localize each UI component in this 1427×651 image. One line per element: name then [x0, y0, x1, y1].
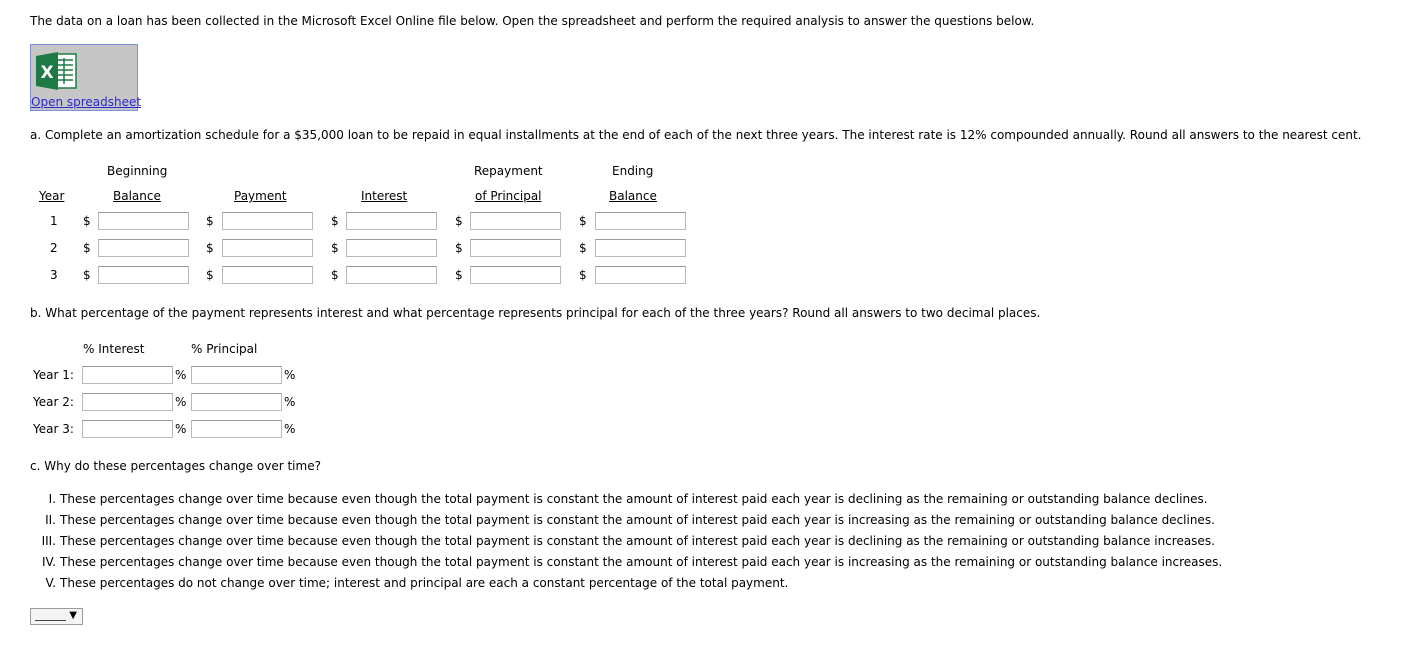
- header-payment: Payment: [234, 189, 287, 203]
- principal-pct-input[interactable]: [191, 420, 282, 438]
- year-label: Year 1:: [33, 368, 74, 382]
- option-text: These percentages change over time because even though the total payment is constant the amount of interest paid each year is increasing as the remaining or outstanding balance increases.: [60, 555, 1223, 569]
- payment-input[interactable]: [222, 239, 313, 257]
- currency-symbol: $: [579, 268, 587, 282]
- header-ending-top: Ending: [612, 164, 654, 178]
- answer-option: [30, 555, 1222, 569]
- part-a-question: a. Complete an amortization schedule for a $35,000 loan to be repaid in equal installments at the end of each of the next three years. The interest rate is 12% compounded annually. Round all answers to the nearest cent.: [30, 128, 1362, 142]
- answer-select[interactable]: [30, 608, 83, 625]
- currency-symbol: $: [455, 214, 463, 228]
- beginning-balance-input[interactable]: [98, 212, 189, 230]
- interest-input[interactable]: [346, 266, 437, 284]
- currency-symbol: $: [83, 268, 91, 282]
- dropdown-arrow-icon: ▼: [69, 610, 77, 621]
- header-beginning-top: Beginning: [107, 164, 168, 178]
- option-number: II.: [45, 513, 56, 527]
- answer-option: [30, 492, 1208, 506]
- currency-symbol: $: [206, 241, 214, 255]
- currency-symbol: $: [455, 268, 463, 282]
- principal-pct-input[interactable]: [191, 393, 282, 411]
- currency-symbol: $: [206, 214, 214, 228]
- currency-symbol: $: [331, 268, 339, 282]
- part-c-question: c. Why do these percentages change over time?: [30, 459, 321, 473]
- option-text: These percentages do not change over time; interest and principal are each a constant percentage of the total payment.: [60, 576, 789, 590]
- interest-input[interactable]: [346, 212, 437, 230]
- ending-balance-input[interactable]: [595, 212, 686, 230]
- header-repayment-top: Repayment: [474, 164, 543, 178]
- option-text: These percentages change over time because even though the total payment is constant the amount of interest paid each year is declining as the remaining or outstanding balance increases.: [60, 534, 1215, 548]
- principal-pct-input[interactable]: [191, 366, 282, 384]
- excel-icon: [34, 50, 78, 92]
- repayment-of-principal-input[interactable]: [470, 266, 561, 284]
- repayment-of-principal-input[interactable]: [470, 239, 561, 257]
- header-pct-principal: % Principal: [191, 342, 258, 356]
- currency-symbol: $: [206, 268, 214, 282]
- ending-balance-input[interactable]: [595, 239, 686, 257]
- interest-pct-input[interactable]: [82, 366, 173, 384]
- option-number: I.: [48, 492, 56, 506]
- answer-option: [30, 534, 1215, 548]
- option-text: These percentages change over time because even though the total payment is constant the amount of interest paid each year is declining as the remaining or outstanding balance declines.: [60, 492, 1208, 506]
- percent-symbol: %: [284, 422, 296, 436]
- beginning-balance-input[interactable]: [98, 266, 189, 284]
- answer-option: [30, 576, 788, 590]
- year-number: 2: [50, 241, 58, 255]
- currency-symbol: $: [579, 214, 587, 228]
- option-number: V.: [45, 576, 56, 590]
- payment-input[interactable]: [222, 266, 313, 284]
- currency-symbol: $: [455, 241, 463, 255]
- header-pct-interest: % Interest: [83, 342, 145, 356]
- option-number: III.: [41, 534, 56, 548]
- percent-symbol: %: [175, 395, 187, 409]
- interest-pct-input[interactable]: [82, 393, 173, 411]
- header-interest: Interest: [361, 189, 408, 203]
- currency-symbol: $: [83, 241, 91, 255]
- select-blank: [35, 620, 66, 621]
- beginning-balance-input[interactable]: [98, 239, 189, 257]
- currency-symbol: $: [83, 214, 91, 228]
- year-number: 1: [50, 214, 58, 228]
- repayment-of-principal-input[interactable]: [470, 212, 561, 230]
- part-b-question: b. What percentage of the payment represents interest and what percentage represents principal for each of the three years? Round all answers to two decimal places.: [30, 306, 1041, 320]
- percent-symbol: %: [284, 395, 296, 409]
- currency-symbol: $: [331, 241, 339, 255]
- ending-balance-input[interactable]: [595, 266, 686, 284]
- payment-input[interactable]: [222, 212, 313, 230]
- excel-icon-letter: X: [40, 63, 54, 83]
- year-number: 3: [50, 268, 58, 282]
- option-number: IV.: [41, 555, 56, 569]
- header-year: Year: [39, 189, 65, 203]
- header-beginning-balance: Balance: [113, 189, 161, 203]
- percent-symbol: %: [284, 368, 296, 382]
- year-label: Year 2:: [33, 395, 74, 409]
- year-label: Year 3:: [33, 422, 74, 436]
- open-spreadsheet-link[interactable]: Open spreadsheet: [31, 95, 142, 109]
- header-repayment-of-principal: of Principal: [475, 189, 542, 203]
- currency-symbol: $: [579, 241, 587, 255]
- interest-pct-input[interactable]: [82, 420, 173, 438]
- header-ending-balance: Balance: [609, 189, 657, 203]
- currency-symbol: $: [331, 214, 339, 228]
- interest-input[interactable]: [346, 239, 437, 257]
- spreadsheet-launcher[interactable]: [30, 44, 142, 111]
- percent-symbol: %: [175, 368, 187, 382]
- answer-option: [30, 513, 1215, 527]
- intro-text: The data on a loan has been collected in the Microsoft Excel Online file below. Open the spreadsheet and perform the required analysis to answer the questions below.: [30, 14, 1035, 28]
- option-text: These percentages change over time because even though the total payment is constant the amount of interest paid each year is increasing as the remaining or outstanding balance declines.: [60, 513, 1215, 527]
- percent-symbol: %: [175, 422, 187, 436]
